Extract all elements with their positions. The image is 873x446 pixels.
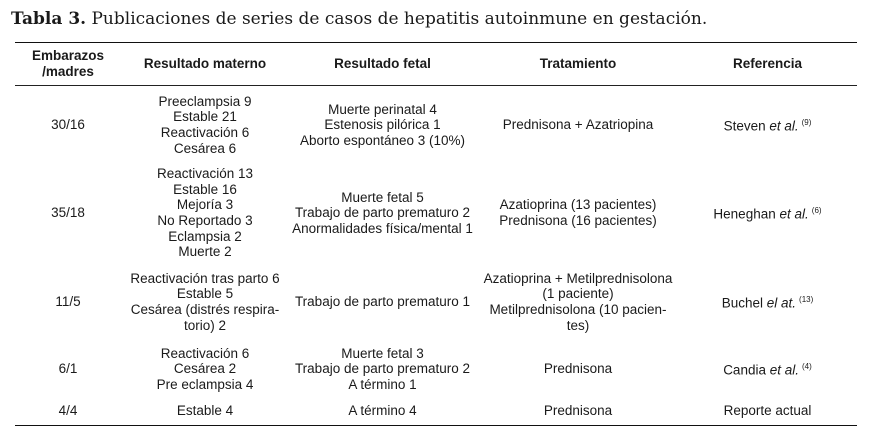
cell-fetal-outcome xyxy=(285,162,480,264)
reference-etal: el at. xyxy=(766,295,797,311)
maternal-outcome-line: Reactivación 6 xyxy=(160,345,250,361)
reference-number: (9) xyxy=(801,118,812,128)
fetal-outcome-line: Anormalidades física/mental 1 xyxy=(292,220,473,236)
cell-embarazos xyxy=(22,162,114,264)
embarazos-value: 6/1 xyxy=(58,361,78,377)
cell-maternal-outcome xyxy=(110,88,300,162)
cell-maternal-outcome xyxy=(110,398,300,424)
cell-embarazos xyxy=(22,264,114,340)
reference-etal: et al. xyxy=(769,118,799,134)
caption-text: Publicaciones de series de casos de hepatitis autoinmune en gestación. xyxy=(91,9,708,29)
treatment-line: tes) xyxy=(566,317,590,333)
cell-embarazos xyxy=(22,398,114,424)
cell-reference xyxy=(695,264,840,340)
reference-citation xyxy=(724,115,812,134)
maternal-outcome-line: Eclampsia 2 xyxy=(168,228,242,244)
header-reference: Referencia xyxy=(732,56,803,71)
reference-citation xyxy=(723,359,812,378)
embarazos-value: 35/18 xyxy=(51,205,85,221)
maternal-outcome-line: Mejoría 3 xyxy=(176,197,234,213)
reference-etal: et al. xyxy=(769,362,800,378)
cell-fetal-outcome xyxy=(285,340,480,398)
fetal-outcome-line: Muerte fetal 5 xyxy=(341,189,424,205)
treatment-line: Azatioprina + Metilprednisolona xyxy=(483,270,673,286)
maternal-outcome-line: Pre eclampsia 4 xyxy=(156,376,254,392)
maternal-outcome-line: Estable 4 xyxy=(176,403,234,419)
cell-embarazos xyxy=(22,340,114,398)
treatment-line: Azatioprina (13 pacientes) xyxy=(499,197,657,213)
cell-maternal-outcome xyxy=(110,264,300,340)
cell-reference xyxy=(695,398,840,424)
reference-citation xyxy=(722,292,814,311)
reference-author: Steven xyxy=(723,118,766,134)
maternal-outcome-line: Estable 5 xyxy=(176,286,234,302)
maternal-outcome-line: torio) 2 xyxy=(183,317,227,333)
fetal-outcome-line: Muerte perinatal 4 xyxy=(328,101,437,117)
header-maternal: Resultado materno xyxy=(143,56,267,71)
fetal-outcome-line: Aborto espontáneo 3 (10%) xyxy=(299,132,466,148)
fetal-outcome-line: Trabajo de parto prematuro 2 xyxy=(294,205,471,221)
reference-number: (13) xyxy=(799,295,814,305)
reference-author: Buchel xyxy=(721,295,763,311)
cell-reference xyxy=(695,162,840,264)
maternal-outcome-line: Cesárea 6 xyxy=(173,140,237,156)
treatment-line: Metilprednisolona (10 pacien- xyxy=(489,302,667,317)
table-caption xyxy=(11,9,707,29)
caption-label: Tabla 3. xyxy=(11,9,87,29)
reference-number: (4) xyxy=(802,362,812,372)
fetal-outcome-line: A término 1 xyxy=(348,376,417,392)
fetal-outcome-line: Trabajo de parto prematuro 2 xyxy=(294,361,471,377)
cell-maternal-outcome xyxy=(110,162,300,264)
treatment-line: Prednisona + Azatriopina xyxy=(502,117,654,133)
header-embarazos-line1: Embarazos xyxy=(31,48,105,63)
reference-citation xyxy=(724,403,812,419)
cell-treatment xyxy=(478,88,678,162)
maternal-outcome-line: Reactivación tras parto 6 xyxy=(130,270,280,286)
fetal-outcome-line: Trabajo de parto prematuro 1 xyxy=(294,294,471,310)
reference-etal: et al. xyxy=(779,206,809,222)
treatment-line: Prednisona xyxy=(543,361,613,377)
reference-number: (6) xyxy=(811,206,822,216)
cell-fetal-outcome xyxy=(285,88,480,162)
reference-author: Candia xyxy=(723,362,766,378)
table-bottom-rule xyxy=(15,425,857,426)
table-top-rule xyxy=(15,42,857,43)
cell-treatment xyxy=(478,398,678,424)
embarazos-value: 30/16 xyxy=(51,117,85,133)
maternal-outcome-line: No Reportado 3 xyxy=(157,213,253,228)
fetal-outcome-line: Muerte fetal 3 xyxy=(341,345,424,361)
cell-reference xyxy=(695,88,840,162)
treatment-line: Prednisona xyxy=(543,403,613,419)
reference-citation xyxy=(713,203,821,222)
cell-reference xyxy=(695,340,840,398)
header-embarazos xyxy=(22,48,114,80)
fetal-outcome-line: Estenosis pilórica 1 xyxy=(324,117,441,133)
reference-author: Reporte actual xyxy=(723,403,812,419)
cell-maternal-outcome xyxy=(110,340,300,398)
embarazos-value: 11/5 xyxy=(55,294,81,310)
fetal-outcome-line: A término 4 xyxy=(348,403,417,419)
cell-fetal-outcome xyxy=(285,264,480,340)
maternal-outcome-line: Reactivación 6 xyxy=(160,125,250,140)
maternal-outcome-line: Muerte 2 xyxy=(178,244,232,260)
maternal-outcome-line: Preeclampsia 9 xyxy=(158,93,252,109)
reference-author: Heneghan xyxy=(713,206,776,222)
cell-treatment xyxy=(478,162,678,264)
treatment-line: Prednisona (16 pacientes) xyxy=(499,213,657,228)
cell-fetal-outcome xyxy=(285,398,480,424)
maternal-outcome-line: Cesárea 2 xyxy=(173,361,237,377)
header-embarazos-line2: /madres xyxy=(42,64,94,79)
embarazos-value: 4/4 xyxy=(58,403,78,419)
cell-treatment xyxy=(478,340,678,398)
header-fetal: Resultado fetal xyxy=(334,56,431,71)
header-bottom-rule xyxy=(15,85,857,86)
header-treatment: Tratamiento xyxy=(539,56,617,71)
treatment-line: (1 paciente) xyxy=(542,286,614,302)
maternal-outcome-line: Estable 21 xyxy=(173,109,237,125)
maternal-outcome-line: Reactivación 13 xyxy=(156,166,254,182)
maternal-outcome-line: Cesárea (distrés respira- xyxy=(130,302,280,317)
maternal-outcome-line: Estable 16 xyxy=(173,181,237,197)
cell-treatment xyxy=(478,264,678,340)
cell-embarazos xyxy=(22,88,114,162)
